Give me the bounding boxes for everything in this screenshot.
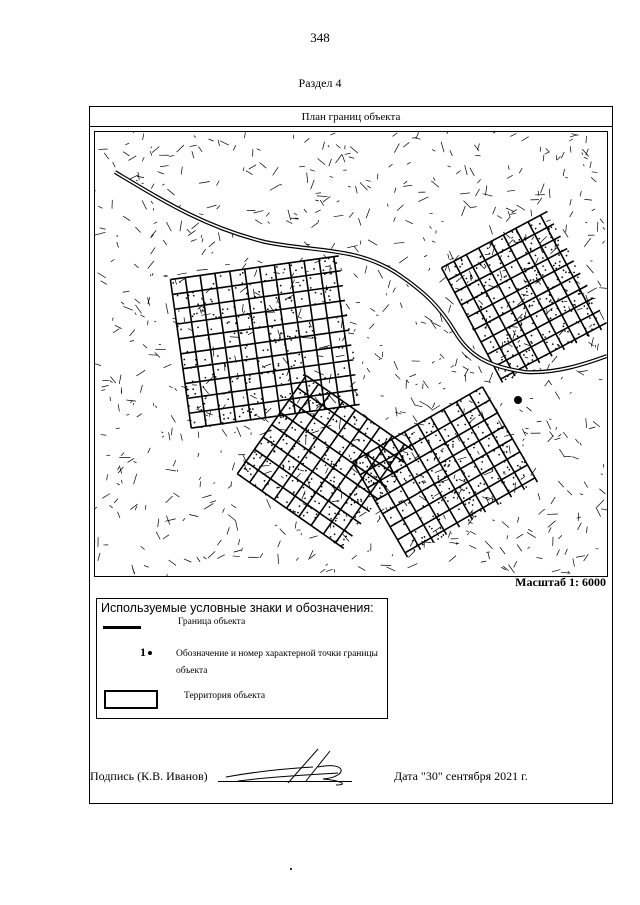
river-inner bbox=[115, 172, 607, 372]
territory-label: Территория объекта bbox=[184, 691, 266, 701]
signature-label: Подпись (К.В. Иванов) bbox=[90, 769, 208, 783]
map-image bbox=[94, 131, 608, 577]
plan-frame bbox=[89, 106, 613, 804]
legend-title: Используемые условные знаки и обозначения: bbox=[101, 601, 374, 615]
signature-date: Дата "30" сентября 2021 г. bbox=[394, 769, 528, 783]
plan-title: План границ объекта bbox=[90, 107, 612, 127]
river bbox=[115, 172, 607, 372]
boundary-line-symbol bbox=[103, 626, 141, 629]
point-label: Обозначение и номер характерной точки границы объекта bbox=[176, 649, 378, 676]
handwritten-signature bbox=[218, 747, 358, 787]
boundary-label: Граница объекта bbox=[178, 617, 246, 627]
point-dot-icon bbox=[148, 651, 152, 655]
section-title: Раздел 4 bbox=[298, 76, 342, 90]
point-symbol bbox=[140, 645, 152, 660]
map-marker bbox=[514, 396, 522, 404]
map-street-grid bbox=[170, 211, 607, 557]
point-number: 1 bbox=[140, 645, 146, 659]
legend-box bbox=[96, 598, 388, 719]
page-number: 348 bbox=[310, 30, 330, 45]
stray-dot bbox=[290, 868, 292, 870]
map-background-lines bbox=[95, 132, 607, 576]
territory-rect-symbol bbox=[104, 690, 158, 709]
map-scale: Масштаб 1: 6000 bbox=[515, 575, 606, 589]
